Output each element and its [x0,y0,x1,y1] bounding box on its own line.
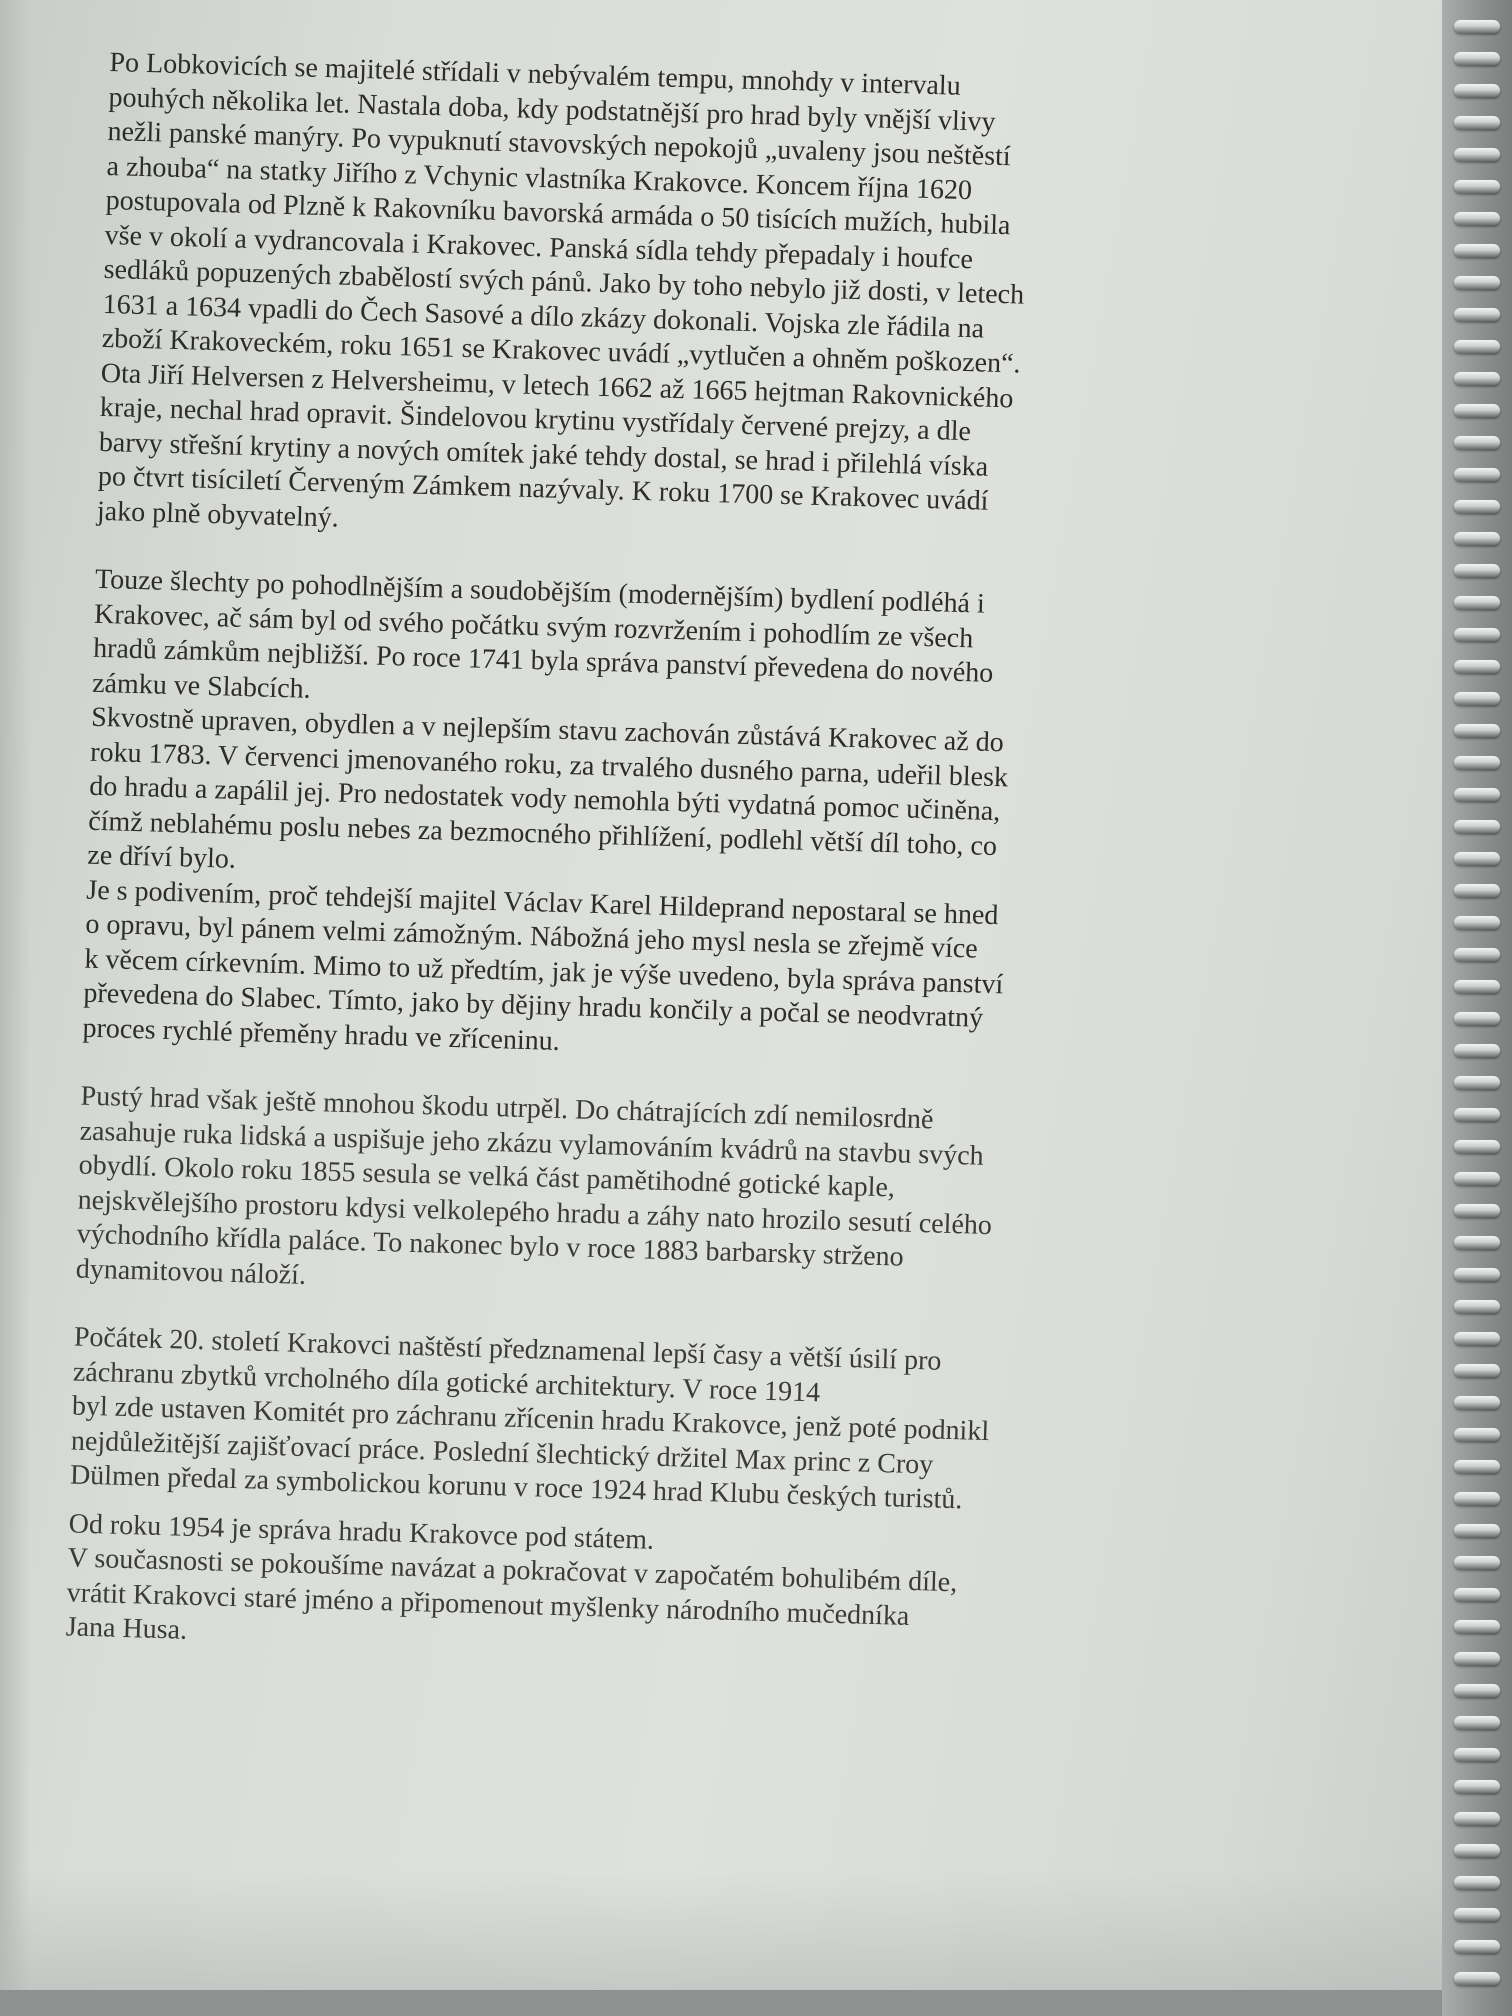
spiral-coil [1454,948,1500,961]
spiral-coil [1454,1012,1500,1025]
spiral-coil [1454,820,1500,833]
spiral-coil [1454,1076,1500,1089]
spiral-coil [1454,340,1500,353]
spiral-coil [1454,308,1500,321]
spiral-coil [1454,52,1500,65]
spiral-coil [1454,532,1500,545]
spiral-coil [1454,148,1500,161]
spiral-coil [1454,596,1500,609]
spiral-coil [1454,852,1500,865]
spiral-coil [1454,1492,1500,1505]
spiral-coil [1454,1684,1500,1697]
spiral-coil [1454,436,1500,449]
spiral-coil [1454,1428,1500,1441]
spiral-coil [1454,564,1500,577]
spiral-coil [1454,1748,1500,1761]
spiral-coil [1454,1780,1500,1793]
paragraph-deserted-castle: Pustý hrad však ještě mnohou škodu utrpěl. Do chátrajících zdí nemilosrdně zasahuje ruka lidská a uspišuje jeho zkázu vylamováním kvádrů na stavbu svých obydlí. Okolo roku 1855 sesula se velká část pamětihodné gotické kaple, nejskvělejšího prostoru kdysi velkolepého hradu a záhy nato hrozilo sesutí celého východního křídla paláce. To nakonec bylo v roce 1883 barbarsky strženo dynamitovou náloží. [75,1080,993,1291]
spiral-coil [1454,1940,1500,1953]
spiral-coil [1454,1588,1500,1601]
spiral-coil [1454,1044,1500,1057]
spiral-coil [1454,1268,1500,1281]
spiral-coil [1454,1556,1500,1569]
spiral-coil [1454,180,1500,193]
paragraph-state-administration: Od roku 1954 je správa hradu Krakovce pod státem. V současnosti se pokoušíme navázat a pokračovat v započatém bohulibém díle, vrátit Krakovci staré jméno a připomenout myšlenky národního mučedníka Jana Husa. [65,1507,958,1646]
spiral-coil [1454,1140,1500,1153]
paragraph-nobility-comfort: Touze šlechty po pohodlnějším a soudobějším (modernějším) bydlení podléhá i Krakovec, ač sám byl od svého počátku svým rozvržením i pohodlím ze všech hradů zámkům nejbližší. Po roce 1741 byla správa panství převedena do nového zámku ve Slabcích. Skvostně upraven, obydlen a v nejlepším stavu zachován zůstává Krakovec až do roku 1783. V červenci jmenovaného roku, za trvalého dusného parna, udeřil blesk do hradu a zapálil jej. Pro nedostatek vody nemohla býti vydatná pomoc učiněna, čímž neblahému poslu nebes za bezmocného přihlížení, podlehl větší díl toho, co ze dříví bylo. Je s podivením, proč tehdejší majitel Václav Karel Hildeprand nepostaral se hned o opravu, byl pánem velmi zámožným. Nábožná jeho mysl nesla se zřejmě více k věcem církevním. Mimo to už předtím, jak je výše uvedeno, byla správa panství převedena do Slabec. Tímto, jako by dějiny hradu končily a počal se neodvratný proces rychlé přeměny hradu ve zříceninu. [82,563,1009,1057]
spiral-coil [1454,1460,1500,1473]
spiral-coil [1454,660,1500,673]
spiral-coil [1454,1172,1500,1185]
spiral-coil [1454,468,1500,481]
spiral-coil [1454,212,1500,225]
spiral-coil [1454,884,1500,897]
spiral-coil [1454,788,1500,801]
spiral-coil [1454,1972,1500,1985]
spiral-coil [1454,1524,1500,1537]
spiral-coil [1454,1236,1500,1249]
spiral-coil [1454,1908,1500,1921]
spiral-coil [1454,1364,1500,1377]
spiral-coil [1454,84,1500,97]
spiral-coil [1454,116,1500,129]
spiral-coil [1454,1812,1500,1825]
spiral-coil [1454,1844,1500,1857]
spiral-coil [1454,1716,1500,1729]
spiral-coil [1454,628,1500,641]
paragraph-20th-century: Počátek 20. století Krakovci naštěstí předznamenal lepší časy a větší úsilí pro záchranu zbytků vrcholného díla gotické architektury. V roce 1914 byl zde ustaven Komitét pro záchranu zřícenin hradu Krakovce, jenž poté podnikl nejdůležitější zajišťovací práce. Poslední šlechtický držitel Max princ z Croy Dülmen předal za symbolickou korunu v roce 1924 hrad Klubu českých turistů. [69,1321,990,1516]
spiral-binding [1442,0,1512,2016]
spiral-coil [1454,404,1500,417]
spiral-coil [1454,1108,1500,1121]
spiral-coil [1454,980,1500,993]
spiral-coil [1454,372,1500,385]
spiral-coil [1454,1620,1500,1633]
spiral-coil [1454,1300,1500,1313]
spiral-coil [1454,500,1500,513]
spiral-coil [1454,1876,1500,1889]
spiral-coil [1454,1204,1500,1217]
spiral-coil [1454,756,1500,769]
spiral-coil [1454,276,1500,289]
spiral-coil [1454,1396,1500,1409]
spiral-coil [1454,916,1500,929]
spiral-coil [1454,692,1500,705]
spiral-coil [1454,244,1500,257]
spiral-coil [1454,1652,1500,1665]
spiral-coil [1454,1332,1500,1345]
spiral-coil [1454,724,1500,737]
spiral-coil [1454,20,1500,33]
document-text [65,46,1334,1679]
paragraph-lobkovic-owners: Po Lobkovicích se majitelé střídali v nebývalém tempu, mnohdy v intervalu pouhých několika let. Nastala doba, kdy podstatnější pro hrad byly vnější vlivy nežli panské manýry. Po vypuknutí stavovských nepokojů „uvaleny jsou neštěstí a zhouba“ na statky Jiřího z Vchynic vlastníka Krakovce. Koncem října 1620 postupovala od Plzně k Rakovníku bavorská armáda o 50 tisících mužích, hubila vše v okolí a vydrancovala i Krakovec. Panská sídla tehdy přepadaly i houfce sedláků popuzených zbabělostí svých pánů. Jako by toho nebylo již dosti, v letech 1631 a 1634 vpadli do Čech Sasové a dílo zkázy dokonali. Vojska zle řádila na zboží Krakoveckém, roku 1651 se Krakovec uvádí „vytlučen a ohněm poškozen“. Ota Jiří Helversen z Helversheimu, v letech 1662 až 1665 hejtman Rakovnického kraje, nechal hrad opravit. Šindelovou krytinu vystřídaly červené prejzy, a dle barvy střešní krytiny a nových omítek jaké tehdy dostal, se hrad i přilehlá víska po čtvrt tisíciletí Červeným Zámkem nazývaly. K roku 1700 se Krakovec uvádí jako plně obyvatelný. [96,46,1025,534]
